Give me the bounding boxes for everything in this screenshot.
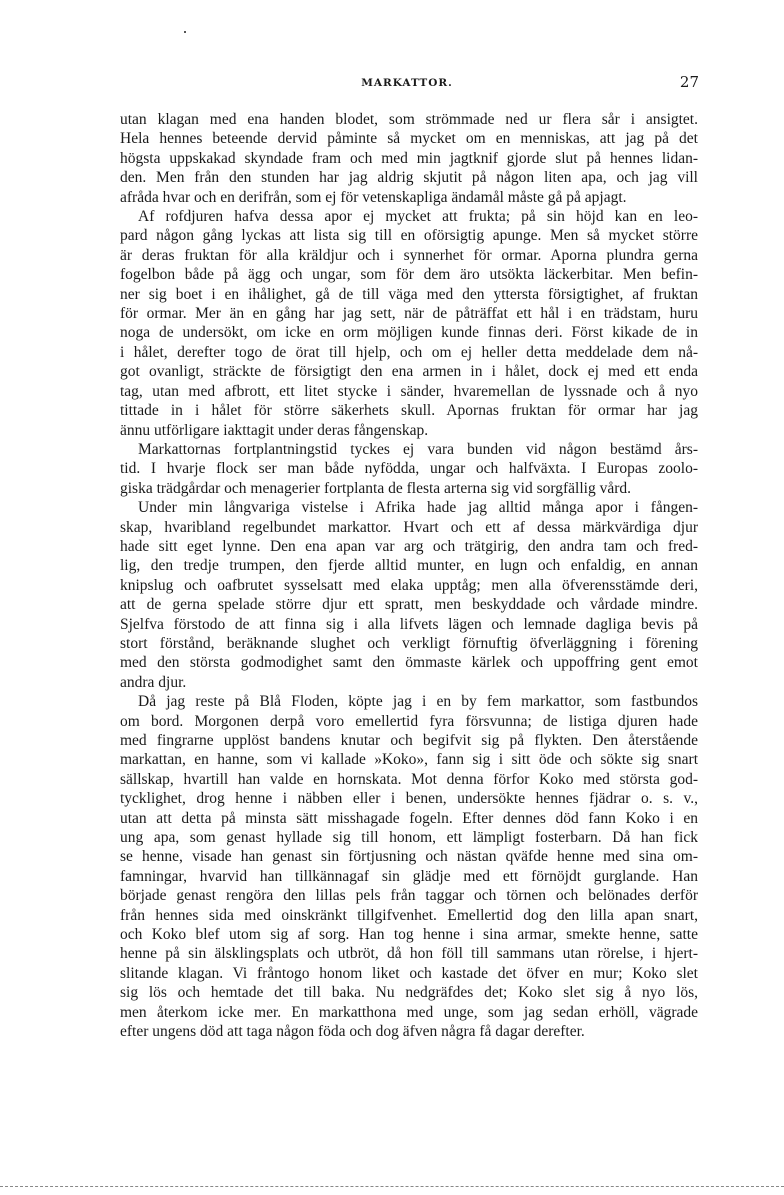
- text-line: började genast rengöra den lillas pels från taggar och törnen och belönades derför: [120, 887, 698, 905]
- text-line: Sjelfva förstodo de att finna sig i alla lifvets lägen och lemnade dagliga bevis på: [120, 615, 698, 633]
- scan-edge-divider: [0, 1186, 784, 1187]
- text-line: hade sitt eget lynne. Den ena apan var arg och trätgirig, den andra tam och fred-: [120, 537, 698, 555]
- text-line: sig lös och hemtade det till baka. Nu nedgräfdes det; Koko slet sig å nyo lös,: [120, 984, 698, 1002]
- text-line: giska trädgårdar och menagerier fortplanta de flesta arterna sig vid sorgfällig vård.: [120, 479, 632, 497]
- text-line: stort förstånd, beräknande slughet och verkligt förnuftig öfverläggning i förening: [120, 634, 698, 652]
- text-line: sällskap, hvartill han valde en hornskata. Mot denna förfor Koko med största god-: [120, 770, 698, 788]
- text-line: den. Men från den stunden har jag aldrig skjutit på någon liten apa, och jag vill: [120, 169, 698, 187]
- text-line: ännu utförligare iakttagit under deras fångenskap.: [120, 421, 429, 439]
- text-line: andra djur.: [120, 673, 187, 691]
- running-title: MARKATTOR.: [361, 77, 453, 89]
- text-line: tid. I hvarje flock ser man både nyfödda, ungar och halfväxta. I Europas zoolo-: [120, 460, 698, 478]
- text-line: famningar, hvarvid han tillkännagaf sin glädje med ett förnöjdt gurglande. Han: [120, 867, 698, 885]
- text-line: efter ungens död att taga någon föda och dog äfven några få dagar derefter.: [120, 1023, 585, 1041]
- text-line: Markattornas fortplantningstid tyckes ej vara bunden vid någon bestämd års-: [138, 440, 698, 458]
- text-line: i hålet, derefter togo de örat till hjelp, och om ej heller detta meddelade dem nå-: [120, 343, 698, 361]
- text-line: ung apa, som genast hyllade sig till honom, ett lämpligt fosterbarn. Då han fick: [120, 829, 698, 847]
- text-line: från hennes sida med oinskränkt tillgifvenhet. Emellertid dog den lilla apan snart,: [120, 906, 698, 924]
- page-header: [115, 73, 699, 95]
- text-line: och Koko blef utom sig af sorg. Han tog henne i sina armar, smekte henne, satte: [120, 926, 698, 944]
- text-line: utan klagan med ena handen blodet, som strömmade ned ur flera sår i ansigtet.: [120, 111, 698, 128]
- body-text: [120, 110, 698, 1042]
- text-line: tycklighet, drog henne i näbben eller i benen, undersökte hennes fjädrar o. s. v.,: [120, 790, 698, 808]
- text-line: ner sig boet i en ihålighet, gå de till väga med den yttersta försigtighet, af fruktan: [120, 285, 698, 303]
- text-line: lig, den tredje trumpen, den fjerde alltid munter, en lugn och enfaldig, en annan: [120, 557, 698, 575]
- text-line: fogelbon både på ägg och ungar, som för dem äro utsökta läckerbitar. Men befin-: [120, 266, 698, 284]
- text-line: tag, utan med afbrott, ett litet stycke i sänder, hvaremellan de lyssnade och å nyo: [120, 382, 698, 400]
- text-line: utan att detta på minsta sätt misshagade fogeln. Efter dennes död fann Koko i en: [120, 809, 698, 827]
- print-speck: [184, 31, 186, 33]
- text-line: Hela hennes beteende dervid påminte så mycket om en menniskas, att jag på det: [120, 130, 698, 148]
- text-line: Under min långvariga vistelse i Afrika hade jag alltid många apor i fången-: [138, 499, 698, 517]
- text-line: pard någon gång lyckas att lista sig till en oförsigtig apunge. Men så mycket större: [120, 227, 698, 245]
- text-line: slitande klagan. Vi fråntogo honom liket och kastade det öfver en mur; Koko slet: [120, 964, 698, 982]
- page-number: 27: [679, 73, 699, 91]
- text-line: tittade in i hålet för större säkerhets skull. Apornas fruktan för ormar har jag: [120, 402, 698, 420]
- text-line: med fingrarne upplöst bandens knutar och begifvit sig på flykten. Den återstående: [120, 732, 698, 749]
- text-line: Af rofdjuren hafva dessa apor ej mycket att frukta; på sin höjd kan en leo-: [138, 208, 698, 226]
- text-line: knipslug och oafbrutet sysselsatt med elaka upptåg; men alla öfverensstämde deri,: [120, 576, 698, 594]
- text-line: högsta uppskakad skyndade fram och med min jagtknif gjorde slut på hennes lidan-: [120, 149, 698, 167]
- text-line: för ormar. Mer än en gång har jag sett, när de påträffat ett hål i en trädstam, huru: [120, 305, 698, 323]
- text-line: se henne, visade han genast sin förtjusning och nästan qväfde henne med sina om-: [120, 848, 698, 866]
- text-line: markattan, en hanne, som vi kallade »Koko», fann sig i sitt öde och sökte sig snart: [120, 751, 698, 769]
- text-line: men återkom icke mer. En markatthona med unge, som jag sedan erhöll, vägrade: [120, 1003, 698, 1021]
- text-line: noga de undersökt, om icke en orm möjligen kunde finnas deri. Först kikade de in: [120, 324, 698, 342]
- text-line: Då jag reste på Blå Floden, köpte jag i en by fem markattor, som fastbundos: [138, 693, 698, 711]
- text-line: got ovanligt, sträckte de försigtigt den ena armen in i hålet, dock ej med ett enda: [120, 363, 698, 381]
- text-line: afråda hvar och en derifrån, som ej för vetenskapliga ändamål måste gå på apjagt.: [120, 188, 627, 206]
- text-line: henne på sin älsklingsplats och utbröt, då hon föll till sammans utan rörelse, i hjert-: [120, 945, 698, 963]
- text-line: med den största godmodighet samt den ömmaste kärlek och uppoffring gent emot: [120, 654, 698, 672]
- text-line: är deras fruktan för alla kräldjur och i synnerhet för ormar. Aporna plundra gerna: [120, 246, 698, 264]
- text-line: om bord. Morgonen derpå voro emellertid fyra försvunna; de listiga djuren hade: [120, 712, 698, 730]
- text-line: att de gerna spelade större djur ett spratt, men beskyddade och vårdade mindre.: [120, 596, 698, 614]
- text-line: skap, hvaribland regelbundet markattor. Hvart och ett af dessa märkvärdiga djur: [120, 518, 698, 536]
